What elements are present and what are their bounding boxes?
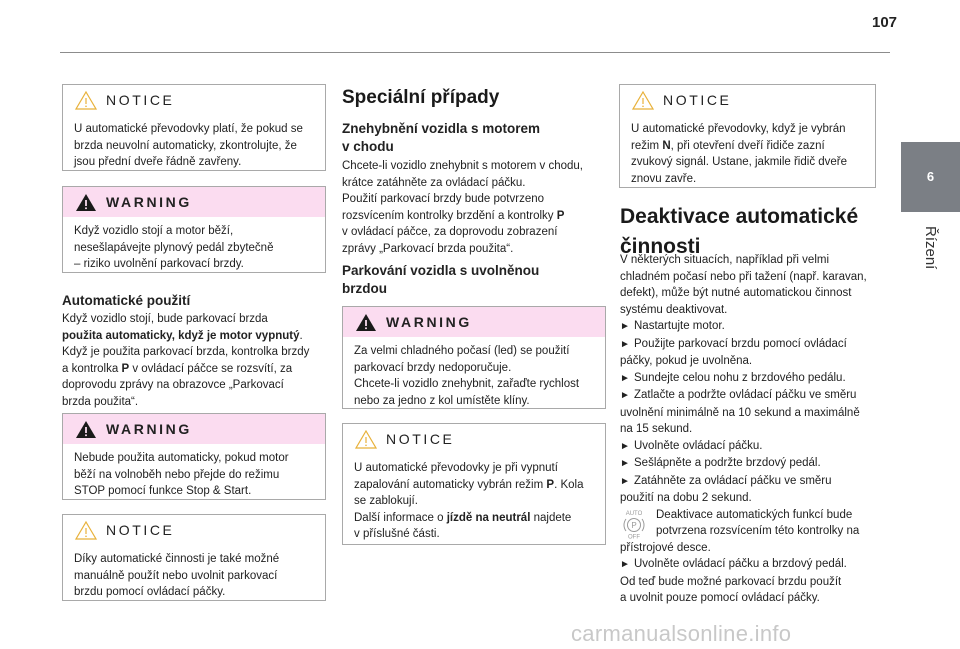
deactivation-paragraph: V některých situacích, například při velmi chladném počasí nebo při tažení (např. karavan, defekt), může být nutné automatickou činnost systému deaktivovat. ► Nastartujte motor. ► Použijte parkovací brzdu pomocí ovládací páčky, pokud je uvolněna. ► Sundejte celou nohu z brzdového pedálu. ► Zatlačte a podržte ovládací páčku ve směru uvolnění minimálně na 10 sekund a maximálně na 15 sekund. ► Uvolněte ovládací páčku. ► Sešlápněte a podržte brzdový pedál. ► Zatáhněte za ovládací páčku ve směru použití na dobu 2 sekund. AUTO P OFF Deaktivace automatických funkcí bude potvrzena rozsvícením této kontrolky na přístrojové desce. ► Uvolněte ovládací páčku a brzdový pedál. Od teď bude možné parkovací brzdu použít a uvolnit pouze pomocí ovládací páčky. [620,254,867,604]
warning-text: Nebude použita automaticky, pokud motor běží na volnoběh nebo přejde do režimu STOP pomocí funkce Stop & Start. [74,452,289,497]
warning-triangle-icon [75,193,97,212]
svg-text:AUTO: AUTO [625,510,643,517]
header-rule [60,52,890,53]
notice-triangle-icon [632,91,654,110]
auto-paragraph: Když vozidlo stojí, bude parkovací brzda použita automaticky, když je motor vypnutý. Když je použita parkovací brzda, kontrolka brzdy a kontrolka P v ovládací páčce se rozsvítí, za doprovodu zprávy na obrazovce „Parkovací brzda použita“. [62,313,310,408]
warning-text: Když vozidlo stojí a motor běží, nesešlapávejte plynový pedál zbytečně – riziko uvolnění parkovací brzdy. [74,225,274,270]
notice-triangle-icon [355,430,377,449]
notice-text: U automatické převodovky platí, že pokud se brzda neuvolní automaticky, zkontrolujte, že jsou přední dveře řádně zavřeny. [74,123,303,168]
immobilise-paragraph: Chcete-li vozidlo znehybnit s motorem v chodu, krátce zatáhněte za ovládací páčku. Použití parkovací brzdy bude potvrzeno rozsvícením kontrolky brzdění a kontrolky P v ovládací páčce, za doprovodu zobrazení zprávy „Parkovací brzda použita“. [342,160,583,255]
warning-box-3 [342,306,606,409]
arrow-bullet-icon: ► [620,321,630,332]
notice-title: NOTICE [663,92,732,108]
warning-title: WARNING [106,194,192,210]
watermark: carmanualsonline.info [571,621,792,646]
page-number: 107 [872,14,898,31]
arrow-bullet-icon: ► [620,372,630,384]
svg-text:P: P [631,520,637,530]
warning-title: WARNING [386,314,472,330]
subheading-immobilise: Znehybnění vozidla s motorem v chodu [342,121,541,154]
section-heading-special: Speciální případy [342,87,500,108]
arrow-bullet-icon: ► [620,440,630,452]
warning-triangle-icon [75,420,97,439]
notice-title: NOTICE [106,92,175,108]
arrow-bullet-icon: ► [620,475,630,487]
warning-triangle-icon [355,313,377,332]
auto-p-off-icon [620,509,648,539]
arrow-bullet-icon: ► [620,458,630,469]
notice-box-2 [62,514,326,601]
notice-text: U automatické převodovky, když je vybrán režim N, při otevření dveří řidiče zazní zvukový signál. Ustane, jakmile řidič dveře znovu zavře. [631,123,848,185]
warning-box-2 [62,413,326,500]
warning-box-1 [62,186,326,273]
chapter-label: Řízení [922,226,939,270]
notice-triangle-icon [75,91,97,110]
section-heading-auto: Automatické použití [62,293,191,308]
section-heading-deactivation: Deaktivace automatické činnosti [620,205,859,258]
notice-box-4 [619,84,876,188]
notice-box-1 [62,84,326,171]
subheading-parking-released: Parkování vozidla s uvolněnou brzdou [342,263,540,296]
notice-title: NOTICE [386,431,455,447]
chapter-tab[interactable]: 6 [901,142,960,212]
arrow-bullet-icon: ► [620,390,630,401]
arrow-bullet-icon: ► [620,338,630,350]
notice-triangle-icon [75,521,97,540]
warning-text: Za velmi chladného počasí (led) se použití parkovací brzdy nedoporučuje. Chcete-li vozidlo znehybnit, zařaďte rychlost nebo za jedno z kol umístěte klíny. [354,345,580,407]
svg-text:OFF: OFF [628,534,640,539]
notice-title: NOTICE [106,522,175,538]
warning-title: WARNING [106,421,192,437]
notice-text: Díky automatické činnosti je také možné manuálně použít nebo uvolnit parkovací brzdu pomocí ovládací páčky. [74,553,280,598]
notice-text: U automatické převodovky je při vypnutí zapalování automaticky vybrán režim P. Kola se zablokují. Další informace o jízdě na neutrál najdete v příslušné části. [354,462,584,540]
arrow-bullet-icon: ► [620,559,630,570]
notice-box-3 [342,423,606,545]
